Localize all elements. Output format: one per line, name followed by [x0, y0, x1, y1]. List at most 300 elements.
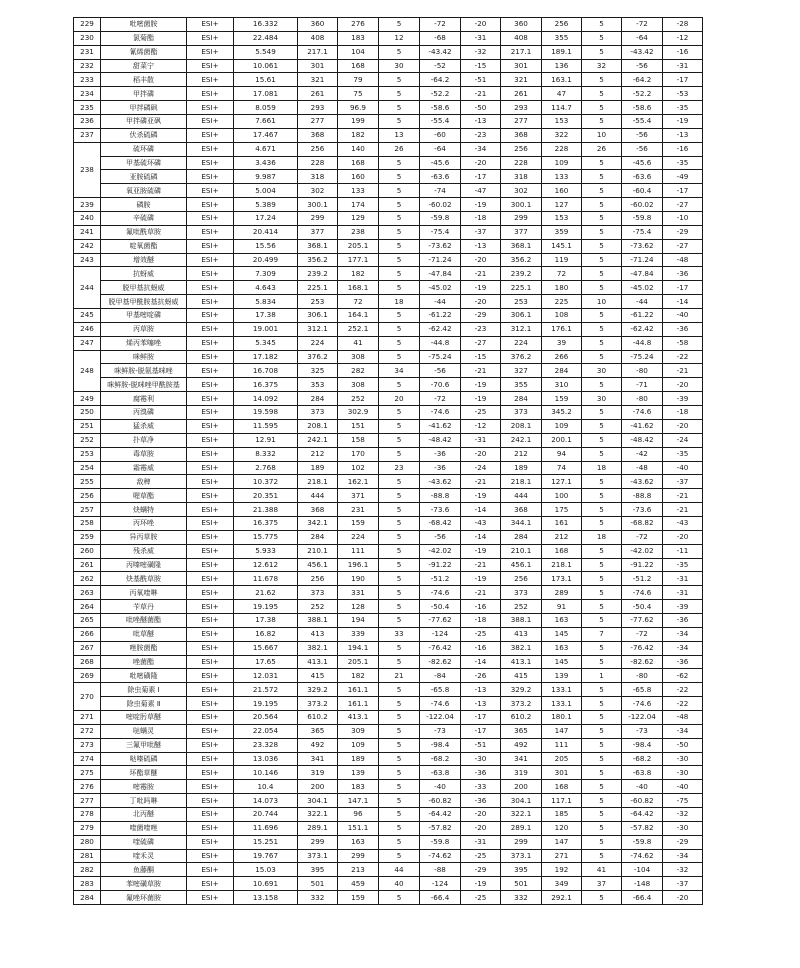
- table-row: [74, 101, 703, 115]
- collision-energy-2: 5: [582, 752, 622, 766]
- precursor-ion-1: 368: [298, 128, 338, 142]
- collision-energy-2: 5: [582, 558, 622, 572]
- cell-exit-potential-2: -35: [663, 447, 703, 461]
- declustering-potential-1: -43.42: [420, 45, 461, 59]
- precursor-ion-2: 304.1: [501, 794, 542, 808]
- precursor-ion-1: 456.1: [298, 558, 338, 572]
- table-row: [74, 738, 703, 752]
- collision-energy-1: 5: [379, 835, 420, 849]
- precursor-ion-2: 284: [501, 392, 542, 406]
- compound-name: 苯嘧磺草胺: [101, 877, 187, 891]
- table-row: [74, 59, 703, 73]
- declustering-potential-1: -82.62: [420, 655, 461, 669]
- declustering-potential-2: -64.42: [622, 807, 663, 821]
- row-number: 284: [74, 891, 101, 905]
- product-ion-1: 102: [338, 461, 379, 475]
- retention-time: 19.767: [234, 849, 298, 863]
- retention-time: 17.38: [234, 613, 298, 627]
- collision-energy-2: 5: [582, 31, 622, 45]
- precursor-ion-1: 373.1: [298, 849, 338, 863]
- precursor-ion-2: 212: [501, 447, 542, 461]
- table-row: [74, 336, 703, 350]
- precursor-ion-2: 327: [501, 364, 542, 378]
- retention-time: 17.081: [234, 87, 298, 101]
- compound-name: 丙溴磷: [101, 406, 187, 420]
- product-ion-1: 182: [338, 128, 379, 142]
- ion-mode: ESI+: [187, 780, 234, 794]
- retention-time: 13.036: [234, 752, 298, 766]
- row-number: 264: [74, 600, 101, 614]
- compound-name: 喔草酯: [101, 489, 187, 503]
- table-row: [74, 378, 703, 392]
- ion-mode: ESI+: [187, 738, 234, 752]
- compound-name: 甲基硫环磷: [101, 156, 187, 170]
- product-ion-2: 256: [542, 18, 582, 32]
- precursor-ion-2: 321: [501, 73, 542, 87]
- collision-energy-1: 5: [379, 586, 420, 600]
- product-ion-2: 180.1: [542, 710, 582, 724]
- declustering-potential-1: -84: [420, 669, 461, 683]
- precursor-ion-1: 376.2: [298, 350, 338, 364]
- collision-energy-1: 5: [379, 572, 420, 586]
- cell-exit-potential-2: -17: [663, 73, 703, 87]
- cell-exit-potential-2: -28: [663, 18, 703, 32]
- ion-mode: ESI+: [187, 503, 234, 517]
- compound-name: 甜菜宁: [101, 59, 187, 73]
- product-ion-2: 145: [542, 655, 582, 669]
- precursor-ion-2: 277: [501, 115, 542, 129]
- retention-time: 5.345: [234, 336, 298, 350]
- product-ion-2: 108: [542, 309, 582, 323]
- precursor-ion-1: 218.1: [298, 475, 338, 489]
- ion-mode: ESI+: [187, 821, 234, 835]
- precursor-ion-2: 373: [501, 586, 542, 600]
- collision-energy-1: 5: [379, 184, 420, 198]
- declustering-potential-2: -82.62: [622, 655, 663, 669]
- collision-energy-2: 5: [582, 322, 622, 336]
- product-ion-2: 228: [542, 142, 582, 156]
- row-number: 232: [74, 59, 101, 73]
- cell-exit-potential-1: -13: [461, 697, 501, 711]
- ion-mode: ESI+: [187, 336, 234, 350]
- cell-exit-potential-2: -21: [663, 503, 703, 517]
- row-number: 257: [74, 503, 101, 517]
- declustering-potential-2: -98.4: [622, 738, 663, 752]
- collision-energy-2: 5: [582, 891, 622, 905]
- ion-mode: ESI+: [187, 849, 234, 863]
- table-row: [74, 419, 703, 433]
- product-ion-2: 72: [542, 267, 582, 281]
- retention-time: 22.484: [234, 31, 298, 45]
- collision-energy-2: 5: [582, 101, 622, 115]
- ion-mode: ESI+: [187, 295, 234, 309]
- cell-exit-potential-2: -32: [663, 863, 703, 877]
- product-ion-2: 111: [542, 738, 582, 752]
- cell-exit-potential-2: -29: [663, 225, 703, 239]
- precursor-ion-1: 284: [298, 530, 338, 544]
- declustering-potential-2: -63.6: [622, 170, 663, 184]
- row-number: 233: [74, 73, 101, 87]
- cell-exit-potential-2: -34: [663, 724, 703, 738]
- compound-name: 猛杀威: [101, 419, 187, 433]
- row-number: 271: [74, 710, 101, 724]
- retention-time: 7.661: [234, 115, 298, 129]
- table-row: [74, 350, 703, 364]
- cell-exit-potential-2: -24: [663, 433, 703, 447]
- retention-time: 10.146: [234, 766, 298, 780]
- precursor-ion-2: 408: [501, 31, 542, 45]
- collision-energy-1: 5: [379, 766, 420, 780]
- declustering-potential-2: -43.62: [622, 475, 663, 489]
- cell-exit-potential-2: -35: [663, 101, 703, 115]
- declustering-potential-1: -75.4: [420, 225, 461, 239]
- product-ion-2: 349: [542, 877, 582, 891]
- product-ion-2: 192: [542, 863, 582, 877]
- retention-time: 15.61: [234, 73, 298, 87]
- retention-time: 7.309: [234, 267, 298, 281]
- cell-exit-potential-2: -34: [663, 627, 703, 641]
- product-ion-1: 252: [338, 392, 379, 406]
- precursor-ion-2: 415: [501, 669, 542, 683]
- cell-exit-potential-1: -14: [461, 655, 501, 669]
- declustering-potential-1: -72: [420, 392, 461, 406]
- product-ion-1: 189: [338, 752, 379, 766]
- product-ion-1: 133: [338, 184, 379, 198]
- table-row: [74, 794, 703, 808]
- product-ion-1: 276: [338, 18, 379, 32]
- table-row: [74, 655, 703, 669]
- product-ion-2: 47: [542, 87, 582, 101]
- collision-energy-2: 30: [582, 364, 622, 378]
- product-ion-1: 177.1: [338, 253, 379, 267]
- row-number: 254: [74, 461, 101, 475]
- collision-energy-2: 5: [582, 572, 622, 586]
- retention-time: 14.092: [234, 392, 298, 406]
- precursor-ion-1: 322.1: [298, 807, 338, 821]
- collision-energy-1: 5: [379, 45, 420, 59]
- declustering-potential-1: -51.2: [420, 572, 461, 586]
- table-row: [74, 295, 703, 309]
- retention-time: 9.987: [234, 170, 298, 184]
- cell-exit-potential-2: -12: [663, 31, 703, 45]
- cell-exit-potential-1: -20: [461, 253, 501, 267]
- row-number: 229: [74, 18, 101, 32]
- cell-exit-potential-2: -20: [663, 419, 703, 433]
- precursor-ion-1: 302: [298, 184, 338, 198]
- product-ion-2: 355: [542, 31, 582, 45]
- product-ion-2: 200.1: [542, 433, 582, 447]
- precursor-ion-1: 368: [298, 503, 338, 517]
- precursor-ion-2: 492: [501, 738, 542, 752]
- collision-energy-1: 5: [379, 253, 420, 267]
- collision-energy-2: 5: [582, 225, 622, 239]
- collision-energy-1: 30: [379, 59, 420, 73]
- precursor-ion-1: 284: [298, 392, 338, 406]
- product-ion-1: 129: [338, 212, 379, 226]
- collision-energy-1: 5: [379, 489, 420, 503]
- table-row: [74, 281, 703, 295]
- cell-exit-potential-1: -21: [461, 586, 501, 600]
- ion-mode: ESI+: [187, 863, 234, 877]
- precursor-ion-1: 408: [298, 31, 338, 45]
- precursor-ion-2: 332: [501, 891, 542, 905]
- collision-energy-1: 18: [379, 295, 420, 309]
- collision-energy-1: 20: [379, 392, 420, 406]
- precursor-ion-1: 300.1: [298, 198, 338, 212]
- precursor-ion-2: 200: [501, 780, 542, 794]
- declustering-potential-2: -77.62: [622, 613, 663, 627]
- row-number: 231: [74, 45, 101, 59]
- precursor-ion-2: 239.2: [501, 267, 542, 281]
- declustering-potential-2: -80: [622, 364, 663, 378]
- compound-name: 亚胺硫磷: [101, 170, 187, 184]
- product-ion-1: 331: [338, 586, 379, 600]
- product-ion-2: 289: [542, 586, 582, 600]
- precursor-ion-2: 299: [501, 212, 542, 226]
- precursor-ion-2: 302: [501, 184, 542, 198]
- cell-exit-potential-2: -43: [663, 516, 703, 530]
- cell-exit-potential-1: -31: [461, 31, 501, 45]
- cell-exit-potential-2: -20: [663, 378, 703, 392]
- ion-mode: ESI+: [187, 835, 234, 849]
- ion-mode: ESI+: [187, 683, 234, 697]
- declustering-potential-2: -75.4: [622, 225, 663, 239]
- retention-time: 16.332: [234, 18, 298, 32]
- collision-energy-1: 13: [379, 128, 420, 142]
- ion-mode: ESI+: [187, 364, 234, 378]
- cell-exit-potential-2: -29: [663, 835, 703, 849]
- table-row: [74, 849, 703, 863]
- cell-exit-potential-2: -22: [663, 350, 703, 364]
- declustering-potential-1: -40: [420, 780, 461, 794]
- precursor-ion-1: 228: [298, 156, 338, 170]
- collision-energy-2: 5: [582, 18, 622, 32]
- retention-time: 20.564: [234, 710, 298, 724]
- retention-time: 5.549: [234, 45, 298, 59]
- product-ion-1: 158: [338, 433, 379, 447]
- collision-energy-2: 5: [582, 212, 622, 226]
- collision-energy-2: 5: [582, 378, 622, 392]
- declustering-potential-2: -76.42: [622, 641, 663, 655]
- collision-energy-2: 5: [582, 849, 622, 863]
- declustering-potential-1: -68.42: [420, 516, 461, 530]
- table-row: [74, 475, 703, 489]
- ion-mode: ESI+: [187, 766, 234, 780]
- ion-mode: ESI+: [187, 807, 234, 821]
- declustering-potential-2: -72: [622, 627, 663, 641]
- precursor-ion-2: 189: [501, 461, 542, 475]
- product-ion-1: 159: [338, 516, 379, 530]
- collision-energy-1: 12: [379, 31, 420, 45]
- cell-exit-potential-1: -36: [461, 766, 501, 780]
- collision-energy-1: 40: [379, 877, 420, 891]
- collision-energy-2: 5: [582, 447, 622, 461]
- declustering-potential-2: -44.8: [622, 336, 663, 350]
- precursor-ion-2: 261: [501, 87, 542, 101]
- retention-time: 15.775: [234, 530, 298, 544]
- declustering-potential-2: -75.24: [622, 350, 663, 364]
- collision-energy-2: 5: [582, 738, 622, 752]
- precursor-ion-1: 365: [298, 724, 338, 738]
- cell-exit-potential-2: -40: [663, 780, 703, 794]
- table-row: [74, 184, 703, 198]
- collision-energy-2: 5: [582, 613, 622, 627]
- ion-mode: ESI+: [187, 45, 234, 59]
- declustering-potential-2: -74.6: [622, 586, 663, 600]
- declustering-potential-1: -65.8: [420, 683, 461, 697]
- precursor-ion-1: 395: [298, 863, 338, 877]
- precursor-ion-2: 293: [501, 101, 542, 115]
- table-row: [74, 45, 703, 59]
- declustering-potential-2: -122.04: [622, 710, 663, 724]
- collision-energy-2: 5: [582, 724, 622, 738]
- collision-energy-2: 5: [582, 45, 622, 59]
- precursor-ion-2: 228: [501, 156, 542, 170]
- declustering-potential-2: -71.24: [622, 253, 663, 267]
- cell-exit-potential-1: -50: [461, 101, 501, 115]
- compound-name: 丁吡吗啉: [101, 794, 187, 808]
- cell-exit-potential-1: -14: [461, 503, 501, 517]
- product-ion-1: 162.1: [338, 475, 379, 489]
- compound-name: 唑胺菌酯: [101, 641, 187, 655]
- declustering-potential-1: -124: [420, 877, 461, 891]
- declustering-potential-2: -73.62: [622, 239, 663, 253]
- product-ion-2: 205: [542, 752, 582, 766]
- declustering-potential-2: -45.6: [622, 156, 663, 170]
- collision-energy-1: 5: [379, 281, 420, 295]
- retention-time: 20.499: [234, 253, 298, 267]
- ion-mode: ESI+: [187, 392, 234, 406]
- product-ion-2: 120: [542, 821, 582, 835]
- cell-exit-potential-1: -17: [461, 724, 501, 738]
- cell-exit-potential-2: -49: [663, 170, 703, 184]
- compound-name: 腐霉利: [101, 392, 187, 406]
- collision-energy-1: 5: [379, 447, 420, 461]
- row-number: 241: [74, 225, 101, 239]
- row-number: 282: [74, 863, 101, 877]
- declustering-potential-1: -71.24: [420, 253, 461, 267]
- table-row: [74, 724, 703, 738]
- table-row: [74, 697, 703, 711]
- collision-energy-1: 5: [379, 752, 420, 766]
- precursor-ion-2: 329.2: [501, 683, 542, 697]
- declustering-potential-2: -148: [622, 877, 663, 891]
- precursor-ion-2: 306.1: [501, 309, 542, 323]
- product-ion-2: 180: [542, 281, 582, 295]
- cell-exit-potential-1: -20: [461, 821, 501, 835]
- compound-name: 脱甲基抗蚜威: [101, 281, 187, 295]
- declustering-potential-1: -63.8: [420, 766, 461, 780]
- cell-exit-potential-1: -21: [461, 558, 501, 572]
- row-number: 259: [74, 530, 101, 544]
- collision-energy-1: 5: [379, 170, 420, 184]
- cell-exit-potential-1: -19: [461, 392, 501, 406]
- declustering-potential-1: -60: [420, 128, 461, 142]
- collision-energy-2: 5: [582, 503, 622, 517]
- declustering-potential-1: -64.42: [420, 807, 461, 821]
- cell-exit-potential-1: -19: [461, 877, 501, 891]
- product-ion-2: 322: [542, 128, 582, 142]
- row-number: 272: [74, 724, 101, 738]
- product-ion-1: 139: [338, 766, 379, 780]
- ion-mode: ESI+: [187, 156, 234, 170]
- precursor-ion-1: 321: [298, 73, 338, 87]
- declustering-potential-1: -122.04: [420, 710, 461, 724]
- compound-name: 残杀威: [101, 544, 187, 558]
- cell-exit-potential-1: -21: [461, 364, 501, 378]
- product-ion-1: 160: [338, 170, 379, 184]
- cell-exit-potential-2: -10: [663, 212, 703, 226]
- row-number: 243: [74, 253, 101, 267]
- declustering-potential-1: -60.82: [420, 794, 461, 808]
- cell-exit-potential-2: -19: [663, 115, 703, 129]
- cell-exit-potential-1: -14: [461, 530, 501, 544]
- cell-exit-potential-1: -19: [461, 489, 501, 503]
- precursor-ion-2: 256: [501, 572, 542, 586]
- precursor-ion-1: 319: [298, 766, 338, 780]
- collision-energy-2: 26: [582, 142, 622, 156]
- compound-name: 氟唑环菌胺: [101, 891, 187, 905]
- product-ion-2: 147: [542, 835, 582, 849]
- product-ion-1: 308: [338, 378, 379, 392]
- compound-name: 喹禾灵: [101, 849, 187, 863]
- product-ion-2: 94: [542, 447, 582, 461]
- cell-exit-potential-1: -36: [461, 794, 501, 808]
- ion-mode: ESI+: [187, 18, 234, 32]
- product-ion-2: 139: [542, 669, 582, 683]
- cell-exit-potential-1: -47: [461, 184, 501, 198]
- precursor-ion-1: 253: [298, 295, 338, 309]
- cell-exit-potential-2: -40: [663, 461, 703, 475]
- compound-name: 丙草胺: [101, 322, 187, 336]
- cell-exit-potential-2: -34: [663, 641, 703, 655]
- cell-exit-potential-1: -27: [461, 336, 501, 350]
- retention-time: 21.388: [234, 503, 298, 517]
- cell-exit-potential-2: -20: [663, 891, 703, 905]
- collision-energy-2: 5: [582, 475, 622, 489]
- row-number: 263: [74, 586, 101, 600]
- ion-mode: ESI+: [187, 101, 234, 115]
- collision-energy-1: 5: [379, 530, 420, 544]
- cell-exit-potential-2: -36: [663, 655, 703, 669]
- row-number: 245: [74, 309, 101, 323]
- collision-energy-2: 5: [582, 641, 622, 655]
- collision-energy-1: 5: [379, 225, 420, 239]
- collision-energy-2: 10: [582, 128, 622, 142]
- ion-mode: ESI+: [187, 281, 234, 295]
- row-number: 274: [74, 752, 101, 766]
- compound-name: 哒螨灵: [101, 724, 187, 738]
- precursor-ion-1: 373.2: [298, 697, 338, 711]
- cell-exit-potential-2: -48: [663, 253, 703, 267]
- product-ion-2: 185: [542, 807, 582, 821]
- cell-exit-potential-1: -34: [461, 142, 501, 156]
- product-ion-1: 161.1: [338, 697, 379, 711]
- table-row: [74, 364, 703, 378]
- cell-exit-potential-1: -31: [461, 433, 501, 447]
- product-ion-2: 153: [542, 212, 582, 226]
- declustering-potential-2: -56: [622, 142, 663, 156]
- retention-time: 15.667: [234, 641, 298, 655]
- product-ion-2: 359: [542, 225, 582, 239]
- cell-exit-potential-1: -13: [461, 115, 501, 129]
- table-row: [74, 128, 703, 142]
- declustering-potential-2: -40: [622, 780, 663, 794]
- declustering-potential-2: -59.8: [622, 212, 663, 226]
- declustering-potential-1: -44: [420, 295, 461, 309]
- product-ion-1: 75: [338, 87, 379, 101]
- precursor-ion-2: 218.1: [501, 475, 542, 489]
